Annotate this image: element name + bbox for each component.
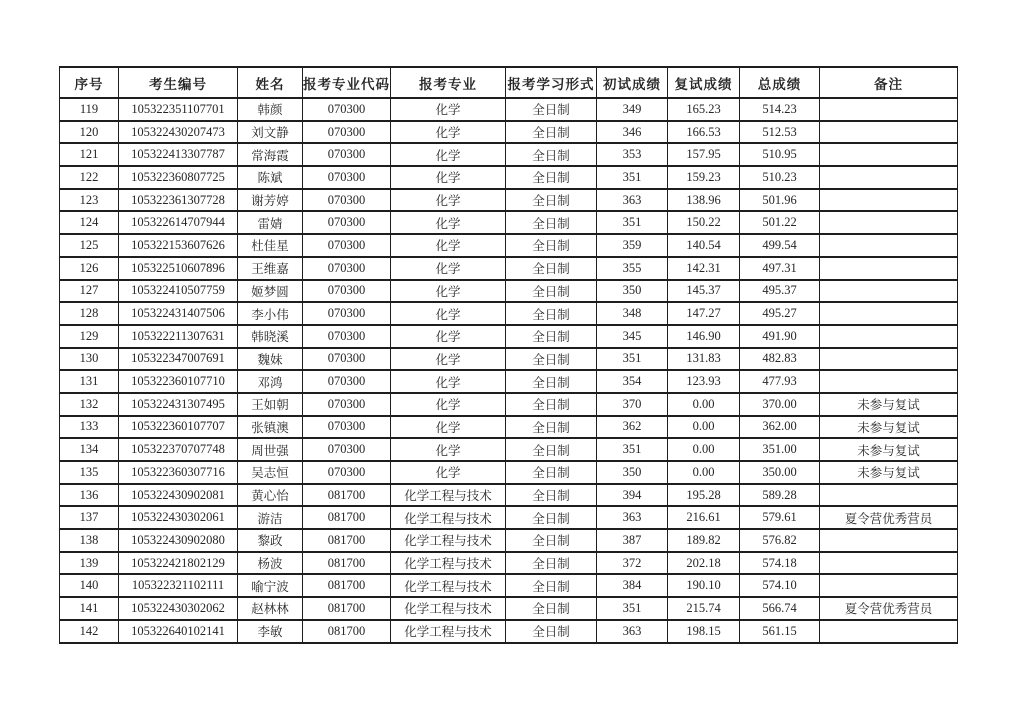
cell-name: 黎政 bbox=[238, 529, 303, 552]
cell-name: 常海霞 bbox=[238, 143, 303, 166]
cell-remarks bbox=[820, 189, 958, 212]
cell-initial-score: 355 bbox=[597, 257, 668, 280]
cell-major-code: 081700 bbox=[303, 484, 391, 507]
cell-major-code: 081700 bbox=[303, 506, 391, 529]
cell-candidate-id: 105322431407506 bbox=[119, 302, 238, 325]
cell-major: 化学 bbox=[391, 393, 506, 416]
cell-total-score: 574.18 bbox=[740, 552, 820, 575]
cell-name: 姬梦圆 bbox=[238, 280, 303, 303]
cell-major: 化学工程与技术 bbox=[391, 529, 506, 552]
cell-candidate-id: 105322361307728 bbox=[119, 189, 238, 212]
cell-major: 化学 bbox=[391, 98, 506, 121]
cell-major: 化学 bbox=[391, 348, 506, 371]
table-row bbox=[60, 257, 958, 280]
cell-initial-score: 363 bbox=[597, 189, 668, 212]
cell-candidate-id: 105322360107707 bbox=[119, 416, 238, 439]
cell-index: 123 bbox=[60, 189, 119, 212]
cell-index: 125 bbox=[60, 234, 119, 257]
cell-major: 化学 bbox=[391, 280, 506, 303]
cell-total-score: 514.23 bbox=[740, 98, 820, 121]
column-header-remarks: 备注 bbox=[820, 67, 958, 98]
cell-retest-score: 145.37 bbox=[668, 280, 740, 303]
cell-major: 化学工程与技术 bbox=[391, 484, 506, 507]
cell-total-score: 510.23 bbox=[740, 166, 820, 189]
cell-index: 121 bbox=[60, 143, 119, 166]
cell-candidate-id: 105322421802129 bbox=[119, 552, 238, 575]
cell-candidate-id: 105322430902080 bbox=[119, 529, 238, 552]
cell-name: 韩晓溪 bbox=[238, 325, 303, 348]
cell-major: 化学 bbox=[391, 438, 506, 461]
cell-retest-score: 165.23 bbox=[668, 98, 740, 121]
cell-retest-score: 140.54 bbox=[668, 234, 740, 257]
cell-major-code: 070300 bbox=[303, 461, 391, 484]
column-header-study-form: 报考学习形式 bbox=[506, 67, 597, 98]
cell-major-code: 070300 bbox=[303, 257, 391, 280]
cell-study-form: 全日制 bbox=[506, 257, 597, 280]
table-row bbox=[60, 416, 958, 439]
cell-remarks bbox=[820, 325, 958, 348]
cell-remarks bbox=[820, 234, 958, 257]
cell-name: 李小伟 bbox=[238, 302, 303, 325]
cell-name: 王维嘉 bbox=[238, 257, 303, 280]
cell-total-score: 477.93 bbox=[740, 370, 820, 393]
table-header bbox=[60, 67, 958, 98]
cell-major-code: 070300 bbox=[303, 280, 391, 303]
cell-remarks bbox=[820, 620, 958, 643]
table-row bbox=[60, 280, 958, 303]
cell-remarks bbox=[820, 121, 958, 144]
cell-name: 吴志恒 bbox=[238, 461, 303, 484]
table-row bbox=[60, 325, 958, 348]
cell-index: 126 bbox=[60, 257, 119, 280]
cell-major: 化学 bbox=[391, 166, 506, 189]
cell-major: 化学工程与技术 bbox=[391, 506, 506, 529]
column-header-total-score: 总成绩 bbox=[740, 67, 820, 98]
cell-initial-score: 372 bbox=[597, 552, 668, 575]
cell-remarks bbox=[820, 302, 958, 325]
cell-study-form: 全日制 bbox=[506, 529, 597, 552]
cell-index: 130 bbox=[60, 348, 119, 371]
cell-remarks bbox=[820, 348, 958, 371]
cell-index: 140 bbox=[60, 574, 119, 597]
cell-major-code: 070300 bbox=[303, 302, 391, 325]
cell-candidate-id: 105322347007691 bbox=[119, 348, 238, 371]
cell-index: 136 bbox=[60, 484, 119, 507]
cell-name: 杜佳星 bbox=[238, 234, 303, 257]
cell-index: 127 bbox=[60, 280, 119, 303]
cell-study-form: 全日制 bbox=[506, 325, 597, 348]
column-header-name: 姓名 bbox=[238, 67, 303, 98]
table-row bbox=[60, 98, 958, 121]
cell-remarks: 未参与复试 bbox=[820, 461, 958, 484]
cell-retest-score: 150.22 bbox=[668, 211, 740, 234]
cell-total-score: 576.82 bbox=[740, 529, 820, 552]
cell-retest-score: 215.74 bbox=[668, 597, 740, 620]
cell-candidate-id: 105322410507759 bbox=[119, 280, 238, 303]
cell-candidate-id: 105322614707944 bbox=[119, 211, 238, 234]
cell-index: 131 bbox=[60, 370, 119, 393]
cell-remarks bbox=[820, 552, 958, 575]
cell-index: 135 bbox=[60, 461, 119, 484]
cell-retest-score: 198.15 bbox=[668, 620, 740, 643]
cell-major-code: 070300 bbox=[303, 121, 391, 144]
table-row bbox=[60, 302, 958, 325]
cell-major: 化学 bbox=[391, 211, 506, 234]
cell-study-form: 全日制 bbox=[506, 484, 597, 507]
cell-major-code: 070300 bbox=[303, 393, 391, 416]
cell-remarks bbox=[820, 574, 958, 597]
cell-total-score: 501.96 bbox=[740, 189, 820, 212]
cell-study-form: 全日制 bbox=[506, 506, 597, 529]
cell-name: 杨波 bbox=[238, 552, 303, 575]
cell-index: 132 bbox=[60, 393, 119, 416]
cell-major-code: 070300 bbox=[303, 211, 391, 234]
cell-initial-score: 359 bbox=[597, 234, 668, 257]
cell-remarks: 夏令营优秀营员 bbox=[820, 597, 958, 620]
cell-remarks: 未参与复试 bbox=[820, 416, 958, 439]
cell-study-form: 全日制 bbox=[506, 302, 597, 325]
cell-initial-score: 363 bbox=[597, 620, 668, 643]
cell-major-code: 081700 bbox=[303, 574, 391, 597]
cell-index: 138 bbox=[60, 529, 119, 552]
cell-retest-score: 157.95 bbox=[668, 143, 740, 166]
table-header-row bbox=[60, 67, 958, 98]
cell-name: 王如朝 bbox=[238, 393, 303, 416]
cell-initial-score: 387 bbox=[597, 529, 668, 552]
cell-retest-score: 0.00 bbox=[668, 416, 740, 439]
cell-total-score: 370.00 bbox=[740, 393, 820, 416]
cell-major: 化学 bbox=[391, 416, 506, 439]
cell-total-score: 497.31 bbox=[740, 257, 820, 280]
table-row bbox=[60, 574, 958, 597]
cell-initial-score: 351 bbox=[597, 211, 668, 234]
admission-results-table bbox=[59, 66, 958, 644]
cell-retest-score: 123.93 bbox=[668, 370, 740, 393]
cell-initial-score: 363 bbox=[597, 506, 668, 529]
cell-retest-score: 0.00 bbox=[668, 438, 740, 461]
table-row bbox=[60, 348, 958, 371]
cell-retest-score: 146.90 bbox=[668, 325, 740, 348]
cell-total-score: 350.00 bbox=[740, 461, 820, 484]
cell-name: 张镇澳 bbox=[238, 416, 303, 439]
cell-total-score: 362.00 bbox=[740, 416, 820, 439]
cell-major-code: 070300 bbox=[303, 98, 391, 121]
cell-name: 喻宁波 bbox=[238, 574, 303, 597]
cell-remarks bbox=[820, 211, 958, 234]
cell-candidate-id: 105322510607896 bbox=[119, 257, 238, 280]
column-header-candidate-id: 考生编号 bbox=[119, 67, 238, 98]
cell-initial-score: 351 bbox=[597, 166, 668, 189]
cell-index: 133 bbox=[60, 416, 119, 439]
cell-candidate-id: 105322321102111 bbox=[119, 574, 238, 597]
cell-remarks bbox=[820, 370, 958, 393]
cell-study-form: 全日制 bbox=[506, 280, 597, 303]
cell-total-score: 589.28 bbox=[740, 484, 820, 507]
cell-study-form: 全日制 bbox=[506, 348, 597, 371]
cell-major-code: 070300 bbox=[303, 189, 391, 212]
cell-initial-score: 348 bbox=[597, 302, 668, 325]
cell-remarks bbox=[820, 98, 958, 121]
cell-study-form: 全日制 bbox=[506, 121, 597, 144]
cell-major-code: 070300 bbox=[303, 234, 391, 257]
cell-retest-score: 216.61 bbox=[668, 506, 740, 529]
cell-initial-score: 351 bbox=[597, 348, 668, 371]
cell-candidate-id: 105322430207473 bbox=[119, 121, 238, 144]
cell-initial-score: 349 bbox=[597, 98, 668, 121]
cell-total-score: 510.95 bbox=[740, 143, 820, 166]
cell-initial-score: 346 bbox=[597, 121, 668, 144]
cell-candidate-id: 105322360107710 bbox=[119, 370, 238, 393]
column-header-major-code: 报考专业代码 bbox=[303, 67, 391, 98]
cell-retest-score: 159.23 bbox=[668, 166, 740, 189]
cell-major: 化学工程与技术 bbox=[391, 552, 506, 575]
cell-major-code: 070300 bbox=[303, 348, 391, 371]
cell-initial-score: 351 bbox=[597, 597, 668, 620]
cell-total-score: 574.10 bbox=[740, 574, 820, 597]
table-row bbox=[60, 121, 958, 144]
cell-retest-score: 202.18 bbox=[668, 552, 740, 575]
cell-candidate-id: 105322360807725 bbox=[119, 166, 238, 189]
column-header-retest-score: 复试成绩 bbox=[668, 67, 740, 98]
cell-major-code: 070300 bbox=[303, 370, 391, 393]
cell-candidate-id: 105322430302062 bbox=[119, 597, 238, 620]
cell-study-form: 全日制 bbox=[506, 552, 597, 575]
cell-remarks bbox=[820, 143, 958, 166]
table-row bbox=[60, 597, 958, 620]
cell-retest-score: 131.83 bbox=[668, 348, 740, 371]
cell-total-score: 495.37 bbox=[740, 280, 820, 303]
cell-index: 128 bbox=[60, 302, 119, 325]
cell-retest-score: 138.96 bbox=[668, 189, 740, 212]
cell-candidate-id: 105322430302061 bbox=[119, 506, 238, 529]
cell-study-form: 全日制 bbox=[506, 438, 597, 461]
cell-remarks bbox=[820, 529, 958, 552]
cell-remarks: 夏令营优秀营员 bbox=[820, 506, 958, 529]
table-row bbox=[60, 620, 958, 643]
cell-candidate-id: 105322153607626 bbox=[119, 234, 238, 257]
cell-major: 化学 bbox=[391, 143, 506, 166]
cell-total-score: 501.22 bbox=[740, 211, 820, 234]
cell-candidate-id: 105322211307631 bbox=[119, 325, 238, 348]
table-row bbox=[60, 552, 958, 575]
table-row bbox=[60, 166, 958, 189]
cell-retest-score: 195.28 bbox=[668, 484, 740, 507]
cell-remarks bbox=[820, 257, 958, 280]
cell-name: 游洁 bbox=[238, 506, 303, 529]
cell-total-score: 495.27 bbox=[740, 302, 820, 325]
cell-retest-score: 0.00 bbox=[668, 461, 740, 484]
cell-index: 122 bbox=[60, 166, 119, 189]
cell-name: 周世强 bbox=[238, 438, 303, 461]
cell-initial-score: 354 bbox=[597, 370, 668, 393]
cell-initial-score: 345 bbox=[597, 325, 668, 348]
cell-name: 邓鸿 bbox=[238, 370, 303, 393]
cell-major-code: 070300 bbox=[303, 325, 391, 348]
cell-candidate-id: 105322370707748 bbox=[119, 438, 238, 461]
cell-major-code: 081700 bbox=[303, 529, 391, 552]
cell-candidate-id: 105322413307787 bbox=[119, 143, 238, 166]
cell-major: 化学 bbox=[391, 257, 506, 280]
cell-candidate-id: 105322431307495 bbox=[119, 393, 238, 416]
cell-major-code: 081700 bbox=[303, 552, 391, 575]
cell-candidate-id: 105322430902081 bbox=[119, 484, 238, 507]
cell-name: 李敏 bbox=[238, 620, 303, 643]
cell-candidate-id: 105322351107701 bbox=[119, 98, 238, 121]
table-row bbox=[60, 189, 958, 212]
cell-retest-score: 189.82 bbox=[668, 529, 740, 552]
cell-major: 化学 bbox=[391, 189, 506, 212]
cell-retest-score: 147.27 bbox=[668, 302, 740, 325]
cell-major: 化学 bbox=[391, 370, 506, 393]
cell-candidate-id: 105322640102141 bbox=[119, 620, 238, 643]
cell-study-form: 全日制 bbox=[506, 189, 597, 212]
table-body bbox=[60, 98, 958, 643]
cell-index: 119 bbox=[60, 98, 119, 121]
cell-major-code: 081700 bbox=[303, 597, 391, 620]
table-row bbox=[60, 529, 958, 552]
cell-remarks bbox=[820, 280, 958, 303]
cell-study-form: 全日制 bbox=[506, 143, 597, 166]
cell-study-form: 全日制 bbox=[506, 416, 597, 439]
cell-major: 化学工程与技术 bbox=[391, 620, 506, 643]
cell-name: 赵林林 bbox=[238, 597, 303, 620]
cell-study-form: 全日制 bbox=[506, 166, 597, 189]
cell-study-form: 全日制 bbox=[506, 461, 597, 484]
cell-major: 化学 bbox=[391, 121, 506, 144]
cell-major: 化学工程与技术 bbox=[391, 574, 506, 597]
cell-name: 韩颜 bbox=[238, 98, 303, 121]
table-row bbox=[60, 393, 958, 416]
cell-remarks bbox=[820, 166, 958, 189]
cell-remarks: 未参与复试 bbox=[820, 393, 958, 416]
cell-major-code: 070300 bbox=[303, 438, 391, 461]
cell-retest-score: 166.53 bbox=[668, 121, 740, 144]
cell-name: 黄心怡 bbox=[238, 484, 303, 507]
cell-major-code: 070300 bbox=[303, 166, 391, 189]
cell-study-form: 全日制 bbox=[506, 393, 597, 416]
table-row bbox=[60, 370, 958, 393]
cell-remarks: 未参与复试 bbox=[820, 438, 958, 461]
cell-index: 120 bbox=[60, 121, 119, 144]
cell-total-score: 566.74 bbox=[740, 597, 820, 620]
cell-study-form: 全日制 bbox=[506, 574, 597, 597]
cell-name: 陈斌 bbox=[238, 166, 303, 189]
cell-index: 129 bbox=[60, 325, 119, 348]
cell-study-form: 全日制 bbox=[506, 234, 597, 257]
cell-initial-score: 384 bbox=[597, 574, 668, 597]
cell-total-score: 579.61 bbox=[740, 506, 820, 529]
cell-major-code: 070300 bbox=[303, 143, 391, 166]
table-row bbox=[60, 506, 958, 529]
cell-major-code: 070300 bbox=[303, 416, 391, 439]
cell-study-form: 全日制 bbox=[506, 597, 597, 620]
cell-index: 137 bbox=[60, 506, 119, 529]
cell-name: 雷婧 bbox=[238, 211, 303, 234]
cell-remarks bbox=[820, 484, 958, 507]
cell-index: 141 bbox=[60, 597, 119, 620]
cell-major: 化学 bbox=[391, 461, 506, 484]
cell-candidate-id: 105322360307716 bbox=[119, 461, 238, 484]
cell-initial-score: 362 bbox=[597, 416, 668, 439]
cell-initial-score: 350 bbox=[597, 461, 668, 484]
cell-retest-score: 142.31 bbox=[668, 257, 740, 280]
column-header-major: 报考专业 bbox=[391, 67, 506, 98]
table-row bbox=[60, 461, 958, 484]
cell-total-score: 499.54 bbox=[740, 234, 820, 257]
cell-name: 刘文静 bbox=[238, 121, 303, 144]
cell-major: 化学工程与技术 bbox=[391, 597, 506, 620]
cell-major: 化学 bbox=[391, 325, 506, 348]
cell-study-form: 全日制 bbox=[506, 620, 597, 643]
cell-major-code: 081700 bbox=[303, 620, 391, 643]
cell-initial-score: 370 bbox=[597, 393, 668, 416]
column-header-index: 序号 bbox=[60, 67, 119, 98]
cell-retest-score: 0.00 bbox=[668, 393, 740, 416]
table-row bbox=[60, 234, 958, 257]
column-header-initial-score: 初试成绩 bbox=[597, 67, 668, 98]
table-row bbox=[60, 484, 958, 507]
cell-initial-score: 350 bbox=[597, 280, 668, 303]
cell-index: 124 bbox=[60, 211, 119, 234]
cell-initial-score: 353 bbox=[597, 143, 668, 166]
cell-name: 谢芳婷 bbox=[238, 189, 303, 212]
cell-initial-score: 394 bbox=[597, 484, 668, 507]
cell-index: 139 bbox=[60, 552, 119, 575]
cell-total-score: 491.90 bbox=[740, 325, 820, 348]
cell-name: 魏妹 bbox=[238, 348, 303, 371]
cell-index: 142 bbox=[60, 620, 119, 643]
table-row bbox=[60, 438, 958, 461]
cell-total-score: 512.53 bbox=[740, 121, 820, 144]
cell-study-form: 全日制 bbox=[506, 211, 597, 234]
cell-major: 化学 bbox=[391, 302, 506, 325]
cell-total-score: 561.15 bbox=[740, 620, 820, 643]
cell-total-score: 482.83 bbox=[740, 348, 820, 371]
cell-index: 134 bbox=[60, 438, 119, 461]
cell-retest-score: 190.10 bbox=[668, 574, 740, 597]
table-row bbox=[60, 211, 958, 234]
cell-study-form: 全日制 bbox=[506, 98, 597, 121]
table-row bbox=[60, 143, 958, 166]
cell-study-form: 全日制 bbox=[506, 370, 597, 393]
cell-major: 化学 bbox=[391, 234, 506, 257]
cell-total-score: 351.00 bbox=[740, 438, 820, 461]
cell-initial-score: 351 bbox=[597, 438, 668, 461]
